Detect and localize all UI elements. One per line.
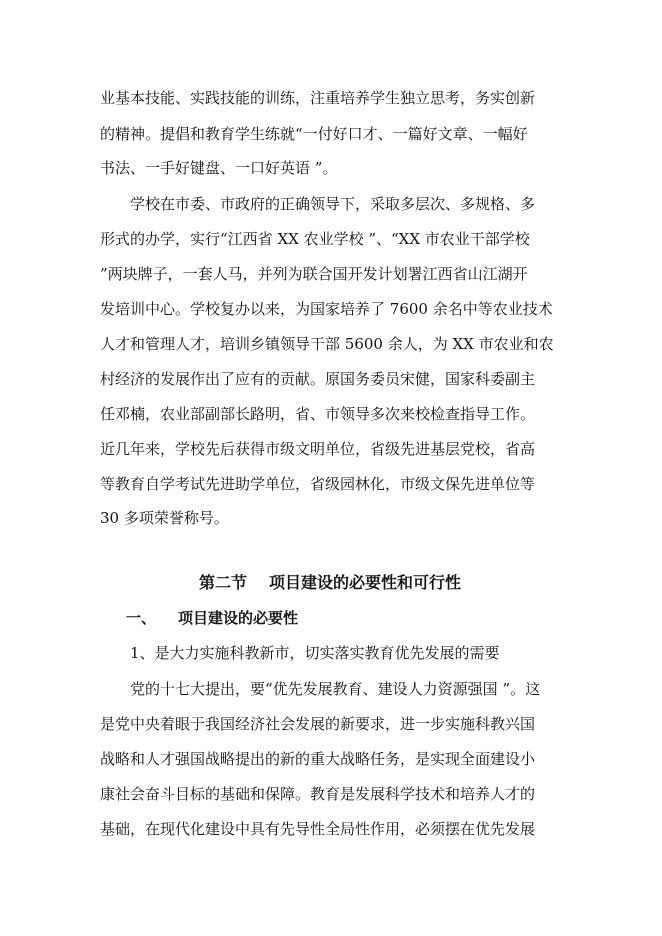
- paragraph-1-line-2: 的精神。提倡和教育学生练就“一付好口才、一篇好文章、一幅好: [100, 125, 528, 143]
- paragraph-2-line-10: 30 多项荣誉称号。: [100, 509, 229, 527]
- paragraph-3-line-1: 党的十七大提出，要“优先发展教育、建设人力资源强国 ”。这: [130, 680, 541, 698]
- paragraph-3-line-3: 战略和人才强国战略提出的新的重大战略任务，是实现全面建设小: [100, 750, 536, 768]
- section-heading: [100, 573, 560, 593]
- item-1-heading: 1、是大力实施科教新市，切实落实教育优先发展的需要: [130, 644, 500, 662]
- paragraph-3-line-5: 基础，在现代化建设中具有先导性全局性作用，必须摆在优先发展: [100, 820, 536, 838]
- paragraph-2-line-6: 村经济的发展作出了应有的贡献。原国务委员宋健，国家科委副主: [100, 370, 536, 388]
- paragraph-1-line-3: 书法、一手好键盘、一口好英语 ”。: [100, 159, 338, 177]
- subsection-heading: [126, 608, 586, 628]
- paragraph-2-line-3: ”两块牌子，一套人马，并列为联合国开发计划署江西省山江湖开: [100, 265, 528, 283]
- paragraph-3-line-4: 康社会奋斗目标的基础和保障。教育是发展科学技术和培养人才的: [100, 785, 536, 803]
- paragraph-3-line-2: 是党中央着眼于我国经济社会发展的新要求，进一步实施科教兴国: [100, 715, 536, 733]
- paragraph-1-line-1: 业基本技能、实践技能的训练，注重培养学生独立思考，务实创新: [100, 89, 536, 107]
- subsection-title: 项目建设的必要性: [178, 609, 299, 627]
- paragraph-2-line-5: 人才和管理人才，培训乡镇领导干部 5600 余人，为 XX 市农业和农: [100, 335, 554, 353]
- paragraph-2-line-2: 形式的办学，实行“江西省 XX 农业学校 ”、“XX 市农业干部学校: [100, 230, 530, 248]
- section-title: 项目建设的必要性和可行性: [269, 573, 462, 592]
- paragraph-2-line-1: 学校在市委、市政府的正确领导下，采取多层次、多规格、多: [130, 195, 536, 213]
- section-number: 第二节: [198, 573, 247, 592]
- paragraph-2-line-8: 近几年来，学校先后获得市级文明单位，省级先进基层党校，省高: [100, 440, 536, 458]
- paragraph-2-line-9: 等教育自学考试先进助学单位，省级园林化，市级文保先进单位等: [100, 475, 536, 493]
- paragraph-2-line-4: 发培训中心。学校复办以来，为国家培养了 7600 余名中等农业技术: [100, 300, 553, 318]
- subsection-number: 一、: [126, 609, 157, 627]
- paragraph-2-line-7: 任邓楠，农业部副部长路明，省、市领导多次来校检查指导工作。: [100, 405, 536, 423]
